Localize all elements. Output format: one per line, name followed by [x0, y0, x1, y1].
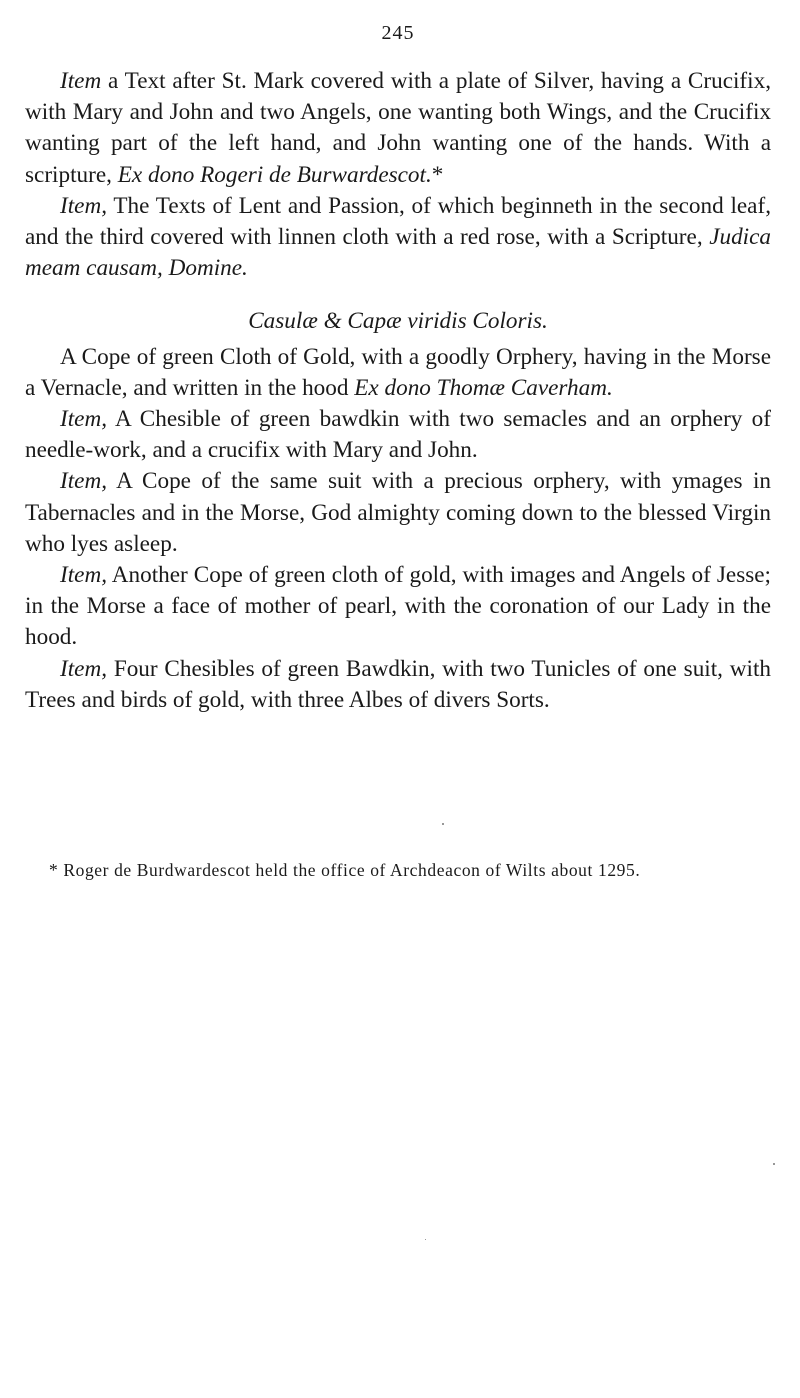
- item-label: Item,: [60, 562, 107, 589]
- paragraph-text: a Text after St. Mark covered with a plate of Silver, having a Crucifix, with Mary and John and two Angels, one wanting both Wings, and the Crucifix wanting part of the left hand, and John wanting one of the hands. With a scripture,: [25, 68, 771, 188]
- page-number: 245: [381, 22, 415, 44]
- item-label: Item,: [60, 468, 107, 495]
- body-text: [25, 66, 771, 716]
- latin-inscription: Ex dono Rogeri de Burwardescot.: [117, 161, 432, 188]
- footnote: * Roger de Burdwardescot held the office of Archdeacon of Wilts about 1295.: [49, 860, 641, 880]
- scan-speck: [442, 823, 444, 825]
- paragraph-text: A Chesible of green bawdkin with two semacles and an orphery of needle-work, and a crucifix with Mary and John.: [25, 406, 771, 464]
- paragraph-text: The Texts of Lent and Passion, of which beginneth in the second leaf, and the third covered with linnen cloth with a red rose, with a Scripture,: [25, 192, 771, 251]
- scan-speck: [425, 1239, 426, 1240]
- latin-inscription: Judica meam causam, Domine.: [25, 224, 771, 282]
- paragraph-text: Four Chesibles of green Bawdkin, with two Tunicles of one suit, with Trees and birds of gold, with three Albes of divers Sorts.: [25, 655, 771, 713]
- paragraph-item-chesible: [25, 404, 771, 466]
- paragraph-item-another-cope: [25, 560, 771, 654]
- paragraph-item-text-st-mark: [25, 66, 771, 191]
- footnote-marker: *: [431, 161, 444, 188]
- latin-inscription: Ex dono Thomæ Caverham.: [354, 374, 613, 401]
- paragraph-text: A Cope of the same suit with a precious orphery, with ymages in Tabernacles and in the Morse, God almighty coming down to the blessed Virgin who lyes asleep.: [25, 468, 771, 557]
- item-label: Item,: [60, 655, 107, 682]
- paragraph-item-texts-lent: [25, 191, 771, 285]
- scan-speck: [773, 1163, 775, 1165]
- paragraph-item-four-chesibles: [25, 654, 771, 716]
- item-label: Item,: [60, 406, 107, 433]
- item-label: Item: [60, 68, 102, 94]
- paragraph-text: Another Cope of green cloth of gold, with images and Angels of Jesse; in the Morse a face of mother of pearl, with the coronation of our Lady in the hood.: [25, 562, 771, 651]
- paragraph-item-cope-same-suit: [25, 466, 771, 560]
- section-heading: Casulæ & Capæ viridis Coloris.: [248, 308, 548, 335]
- item-label: Item,: [60, 192, 107, 219]
- paragraph-cope-green-cloth: [25, 342, 771, 404]
- paragraph-text: A Cope of green Cloth of Gold, with a goodly Orphery, having in the Morse a Vernacle, and written in the hood: [25, 343, 771, 401]
